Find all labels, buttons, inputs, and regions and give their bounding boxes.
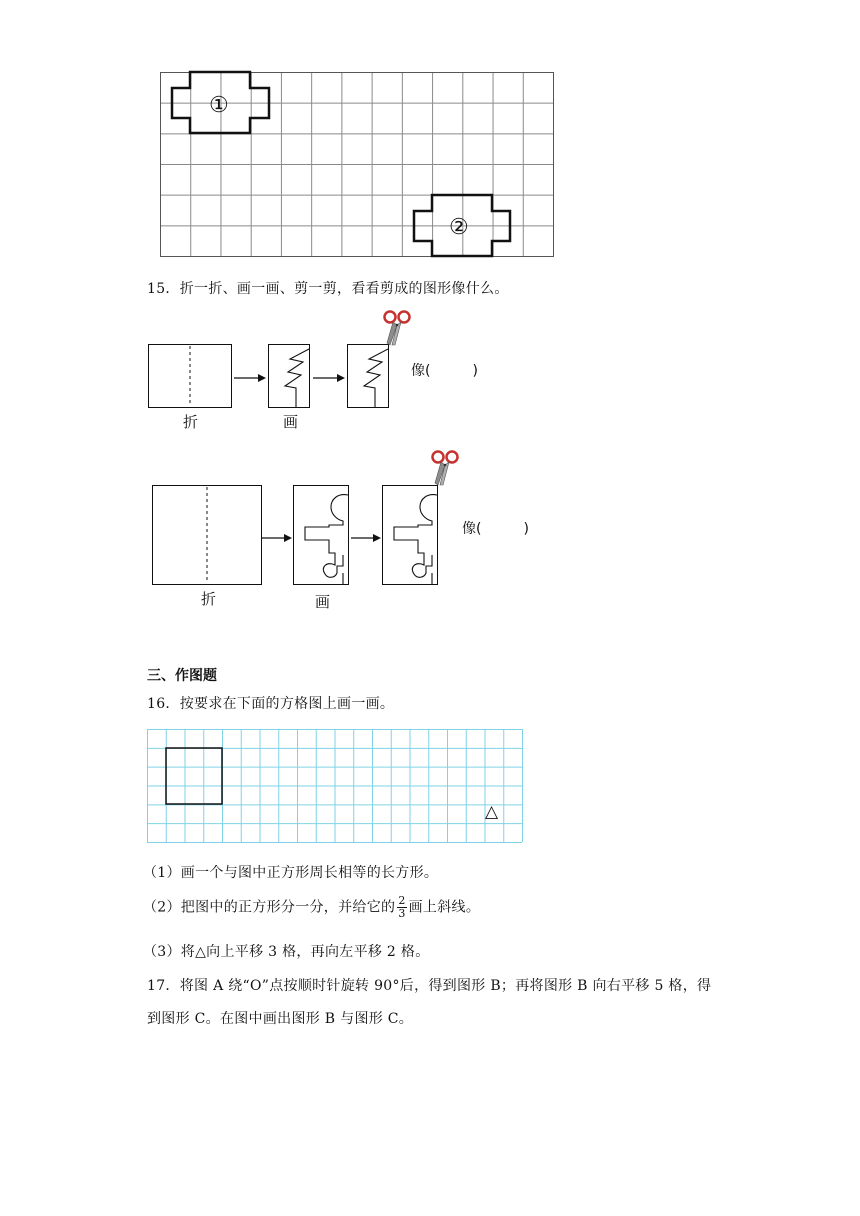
arrow-right-icon (262, 533, 292, 543)
scissors-icon (430, 449, 460, 487)
shape-2-label: ② (449, 215, 469, 240)
draw-paper-2 (293, 485, 349, 585)
arrow-right-icon (313, 373, 345, 383)
fraction: $\frac{2}{3}$ (398, 894, 406, 920)
q16-text: 16．按要求在下面的方格图上画一画。 (147, 696, 395, 712)
q17-line2: 到图形 C。在图中画出图形 B 与图形 C。 (147, 1011, 414, 1027)
answer-2[interactable]: 像( ) (462, 521, 529, 537)
q17-line1: 17．将图 A 绕“O”点按顺时针旋转 90°后，得到图形 B；再将图形 B 向右平移 5 格，得 (147, 978, 712, 994)
square (166, 748, 222, 804)
scissors-icon (382, 309, 412, 347)
cut-paper-1 (347, 344, 389, 408)
cut-paper-2 (382, 485, 438, 585)
q16-sub2: （2）把图中的正方形分一分，并给它的 $\frac{2}{3}$ 画上斜线。 (143, 894, 481, 920)
arrow-right-icon (234, 373, 266, 383)
fold-label-2: 折 (201, 590, 217, 608)
triangle-mark: △ (485, 802, 499, 822)
q16-sub3: （3）将△向上平移 3 格，再向左平移 2 格。 (143, 944, 430, 960)
fold-label-1: 折 (183, 413, 199, 431)
drawing-grid (147, 729, 523, 843)
draw-label-2: 画 (315, 593, 331, 611)
answer-1[interactable]: 像( ) (411, 363, 478, 379)
q15-text: 15．折一折、画一画、剪一剪，看看剪成的图形像什么。 (147, 281, 509, 297)
section-title: 三、作图题 (147, 668, 217, 684)
draw-paper-1 (268, 344, 310, 408)
fold-paper-2 (152, 485, 262, 585)
arrow-right-icon (351, 533, 381, 543)
q16-sub1: （1）画一个与图中正方形周长相等的长方形。 (143, 865, 439, 881)
shape-1-label: ① (209, 93, 229, 118)
fold-paper-1 (148, 344, 232, 408)
draw-label-1: 画 (283, 413, 299, 431)
